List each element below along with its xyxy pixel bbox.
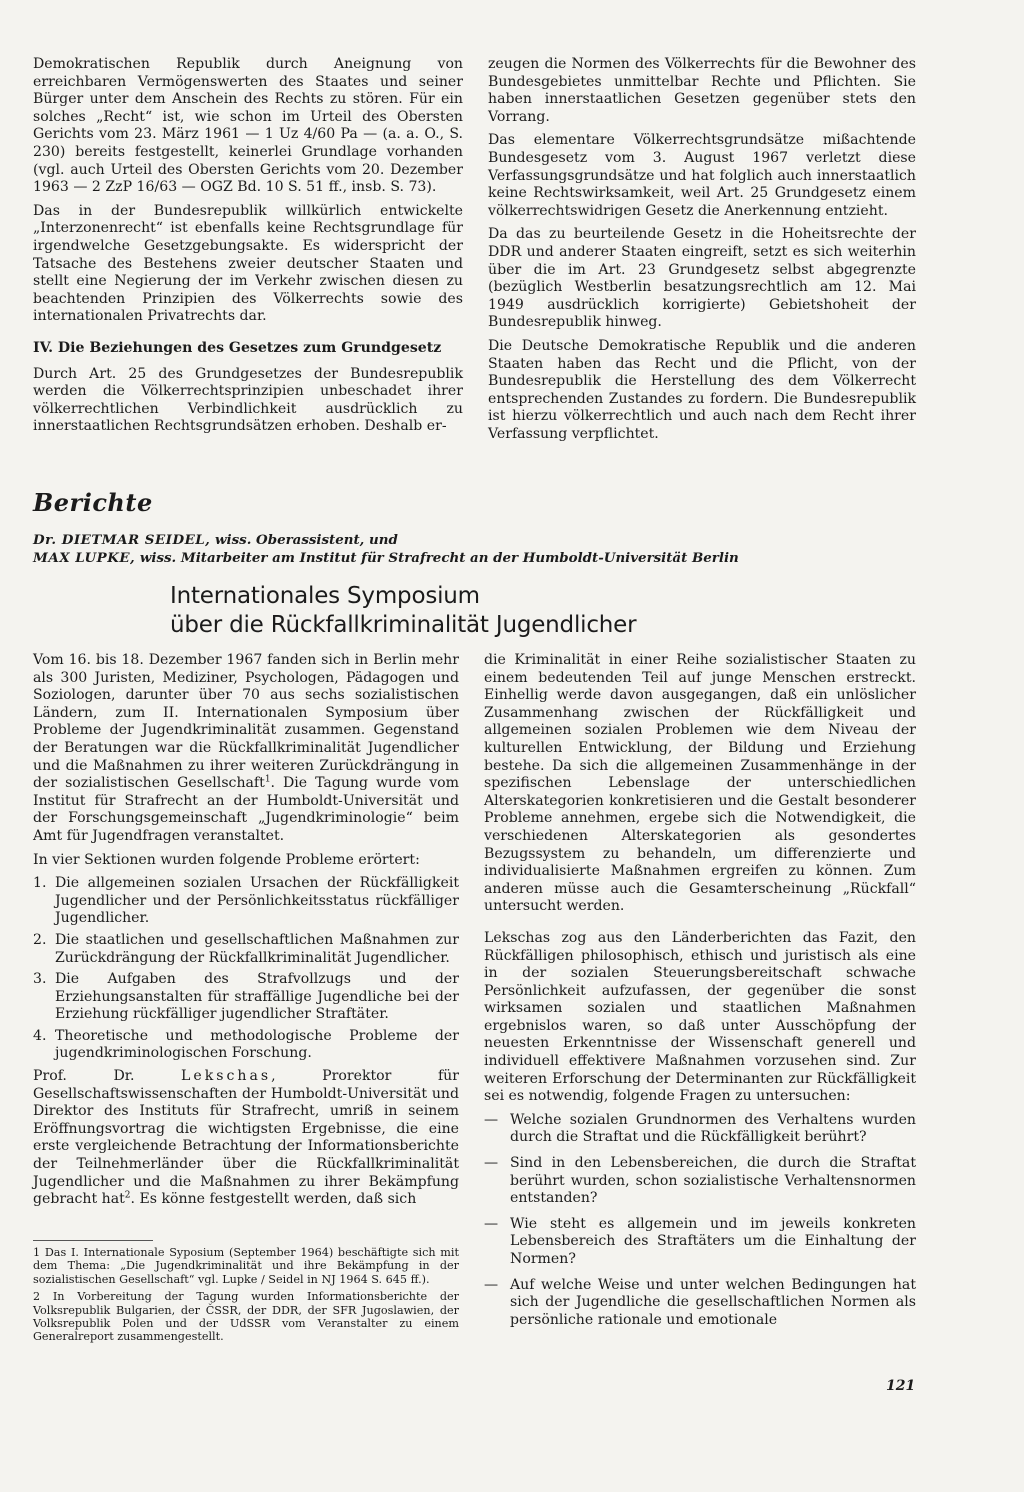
paragraph: Demokratischen Republik durch Aneignung von erreichbaren Vermögenswerten des Staates und seiner Bürger unter dem Anschein des Rechts zu stören. Für ein solches „Recht“ ist, wie schon im Urteil des Obersten Gerichts vom 23. März 1961 — 1 Uz 4/60 Pa — (a. a. O., S. 230) bereits festgestellt, keinerlei Grundlage vorhanden (vgl. auch Urteil des Obersten Gerichts vom 20. Dezember 1963 — 2 ZzP 16/63 — OGZ Bd. 10 S. 51 ff., insb. S. 73).: [33, 56, 463, 196]
article-title: [170, 582, 870, 640]
text-run: , Prorektor für Gesellschaftswissenschaften der Humboldt-Universität und Direktor des Instituts für Strafrecht, umriß in seinem Eröffnungsvortrag die wichtigsten Ergebnisse, die eine erste vergleichende Betrachtung der Informationsberichte der Teilnehmerländer über die Rückfallkriminalität Jugendlicher und die Maßnahmen zu ihrer Bekämpfung gebracht hat: [33, 1068, 460, 1208]
top-right-column: [488, 56, 916, 449]
list-text: Wie steht es allgemein und im jeweils konkreten Lebensbereich des Straftäters um die Einhaltung der Normen?: [510, 1215, 916, 1267]
page-number: 121: [886, 1378, 916, 1394]
dash-marker: —: [484, 1155, 499, 1172]
author-line-1: [33, 531, 913, 549]
top-left-column: [33, 56, 463, 442]
list-item: [33, 1028, 459, 1063]
list-text: Die staatlichen und gesellschaftlichen Maßnahmen zur Zurückdrängung der Rückfallkriminalität Jugendlicher.: [55, 931, 459, 966]
list-item: [484, 1155, 916, 1208]
paragraph: zeugen die Normen des Völkerrechts für die Bewohner des Bundesgebietes unmittelbar Rechte und Pflichten. Sie haben innerstaatlichen Gesetzen gegenüber stets den Vorrang.: [488, 56, 916, 125]
person-name: Lekschas: [181, 1068, 272, 1085]
paragraph: die Kriminalität in einer Reihe sozialistischer Staaten zu einem bedeutenden Teil auf junge Menschen erstreckt. Einhellig werde davon ausgegangen, daß ein unlöslicher Zusammenhang zwischen der Rückfälligkeit und allgemeinen sozialen Problemen wie dem Niveau der kulturellen Entwicklung, der Bildung und Erziehung bestehe. Da sich die allgemeinen Zusammenhänge in der spezifischen Lebenslage der unterschiedlichen Alterskategorien konkretisieren und die Gestalt besonderer Probleme annehmen, ergebe sich die Notwendigkeit, die verschiedenen Alterskategorien als gesondertes Bezugssystem zu behandeln, um differenzierte und individualisierte Maßnahmen ergreifen zu können. Zum anderen müsse auch die Gesamterscheinung „Rückfall“ untersucht werden.: [484, 652, 916, 915]
dash-marker: —: [484, 1215, 499, 1232]
list-number: 2.: [33, 931, 47, 948]
paragraph: Das in der Bundesrepublik willkürlich entwickelte „Interzonenrecht“ ist ebenfalls keine Rechtsgrundlage für irgendwelche Gesetzgebungsakte. Es widerspricht der Tatsache des Bestehens zweier deutscher Staaten und stellt eine Negierung der im Verkehr zwischen diesen zu beachtenden Prinzipien des Völkerrechts sowie des internationalen Privatrechts dar.: [33, 202, 463, 325]
list-item: [484, 1216, 916, 1269]
list-text: Theoretische und methodologische Probleme der jugendkriminologischen Forschung.: [55, 1027, 459, 1062]
article-title-line-1: Internationales Symposium: [170, 583, 480, 609]
author-affiliation: wiss. Mitarbeiter am Institut für Strafrecht an der Humboldt-Universität Berlin: [135, 550, 739, 566]
paragraph: In vier Sektionen wurden folgende Probleme erörtert:: [33, 851, 420, 868]
list-number: 1.: [33, 875, 47, 892]
bottom-right-column: [484, 652, 916, 1337]
footnote-ref: 1: [264, 774, 271, 785]
dash-list: [484, 1112, 916, 1330]
dash-marker: —: [484, 1276, 499, 1293]
author-name: MAX LUPKE,: [33, 550, 136, 566]
article-title-line-2: über die Rückfallkriminalität Jugendlicher: [170, 612, 637, 638]
paragraph: Das elementare Völkerrechtsgrundsätze mißachtende Bundesgesetz vom 3. August 1967 verletzt diese Verfassungsgrundsätze und hat folglich auch innerstaatlich keine Rechtswirksamkeit, weil Art. 25 Grundgesetz einem völkerrechtswidrigen Gesetz die Anerkennung entzieht.: [488, 132, 916, 219]
list-text: Welche sozialen Grundnormen des Verhaltens wurden durch die Straftat und die Rückfälligkeit berührt?: [510, 1111, 916, 1146]
footnote: 1 Das I. Internationale Syposium (September 1964) beschäftigte sich mit dem Thema: „Die Jugendkriminalität und ihre Bekämpfung in der sozialistischen Gesellschaft“ vgl. Lupke / Seidel in NJ 1964 S. 645 ff.).: [33, 1246, 459, 1286]
authors: [33, 531, 913, 567]
list-number: 3.: [33, 971, 47, 988]
bottom-left-column: [33, 652, 459, 1215]
list-item: [33, 932, 459, 967]
list-number: 4.: [33, 1027, 47, 1044]
paragraph: [33, 652, 459, 846]
footnote: 2 In Vorbereitung der Tagung wurden Informationsberichte der Volksrepublik Bulgarien, der ČSSR, der DDR, der SFR Jugoslawien, der Volksrepublik Polen und der UdSSR vom Veranstalter zu einem Generalreport zusammengestellt.: [33, 1290, 459, 1344]
list-text: Sind in den Lebensbereichen, die durch die Straftat berührt wurden, schon sozialistische Verhaltensnormen entstanden?: [510, 1155, 916, 1207]
footnote-divider: [33, 1240, 153, 1241]
paragraph: Die Deutsche Demokratische Republik und die anderen Staaten haben das Recht und die Pflicht, von der Bundesrepublik die Herstellung des dem Völkerrecht entsprechenden Zustandes zu fordern. Die Bundesrepublik ist hierzu völkerrechtlich und auch nach dem Recht ihrer Verfassung verpflichtet.: [488, 337, 916, 442]
dash-marker: —: [484, 1111, 499, 1128]
paragraph: [33, 1068, 459, 1209]
list-item: [33, 875, 459, 928]
list-item: [33, 971, 459, 1024]
text-run: Prof. Dr.: [33, 1068, 182, 1085]
footnotes: [33, 1246, 459, 1348]
section-heading: IV. Die Beziehungen des Gesetzes zum Grundgesetz: [33, 339, 442, 356]
paragraph: Lekschas zog aus den Länderberichten das Fazit, den Rückfälligen philosophisch, ethisch und juristisch als eine in der sozialen Steuerungsbereitschaft schwache Persönlichkeit aufzufassen, der gegenüber die sonst wirksamen sozialen und staatlichen Maßnahmen ergebnislos waren, so daß unter Ausschöpfung der neuesten Erkenntnisse der Wissenschaft generell und individuell effektivere Maßnahmen vorzusehen sind. Zur weiteren Erforschung der Determinanten zur Rückfälligkeit sei es notwendig, folgende Fragen zu untersuchen:: [484, 929, 916, 1105]
author-affiliation: wiss. Oberassistent, und: [210, 532, 398, 548]
author-name: Dr. DIETMAR SEIDEL,: [33, 532, 211, 548]
footnote-ref: 2: [124, 1190, 131, 1201]
list-text: Die allgemeinen sozialen Ursachen der Rückfälligkeit Jugendlicher und der Persönlichkeitsstatus rückfälliger Jugendlicher.: [55, 875, 459, 927]
list-item: [484, 1277, 916, 1330]
list-item: [484, 1112, 916, 1147]
numbered-list: [33, 875, 459, 1063]
text-run: . Die Tagung wurde vom Institut für Strafrecht an der Humboldt-Universität und der Forschungsgemeinschaft „Jugendkriminologie“ beim Amt für Jugendfragen veranstaltet.: [33, 775, 460, 844]
paragraph: Da das zu beurteilende Gesetz in die Hoheitsrechte der DDR und anderer Staaten eingreift, setzt es sich weiterhin über die im Art. 23 Grundgesetz selbst abgegrenzte (bezüglich Westberlin besatzungsrechtlich am 12. Mai 1949 ausdrücklich korrigierte) Gebietshoheit der Bundesrepublik hinweg.: [488, 226, 916, 331]
text-run: Vom 16. bis 18. Dezember 1967 fanden sich in Berlin mehr als 300 Juristen, Mediziner, Psychologen, Pädagogen und Soziologen, darunter über 70 aus sechs sozialistischen Ländern, zum II. Internationalen Symposium über Probleme der Jugendkriminalität zusammen. Gegenstand der Beratungen war die Rückfallkriminalität Jugendlicher und die Maßnahmen zu ihrer weiteren Zurückdrängung in der sozialistischen Gesellschaft: [33, 652, 459, 792]
author-line-2: [33, 549, 913, 567]
list-text: Die Aufgaben des Strafvollzugs und der Erziehungsanstalten für straffällige Jugendliche bei der Erziehung rückfälliger jugendlicher Straftäter.: [55, 971, 459, 1023]
section-title: Berichte: [33, 488, 153, 517]
text-run: . Es könne festgestellt werden, daß sich: [130, 1191, 417, 1208]
list-text: Auf welche Weise und unter welchen Bedingungen hat sich der Jugendliche die gesellschaftlichen Normen als persönliche rationale und emotionale: [510, 1276, 916, 1328]
paragraph: Durch Art. 25 des Grundgesetzes der Bundesrepublik werden die Völkerrechtsprinzipien unbeschadet ihrer völkerrechtlichen Verbindlichkeit ausdrücklich zu innerstaatlichen Rechtsgrundsätzen erhoben. Deshalb er-: [33, 365, 463, 435]
